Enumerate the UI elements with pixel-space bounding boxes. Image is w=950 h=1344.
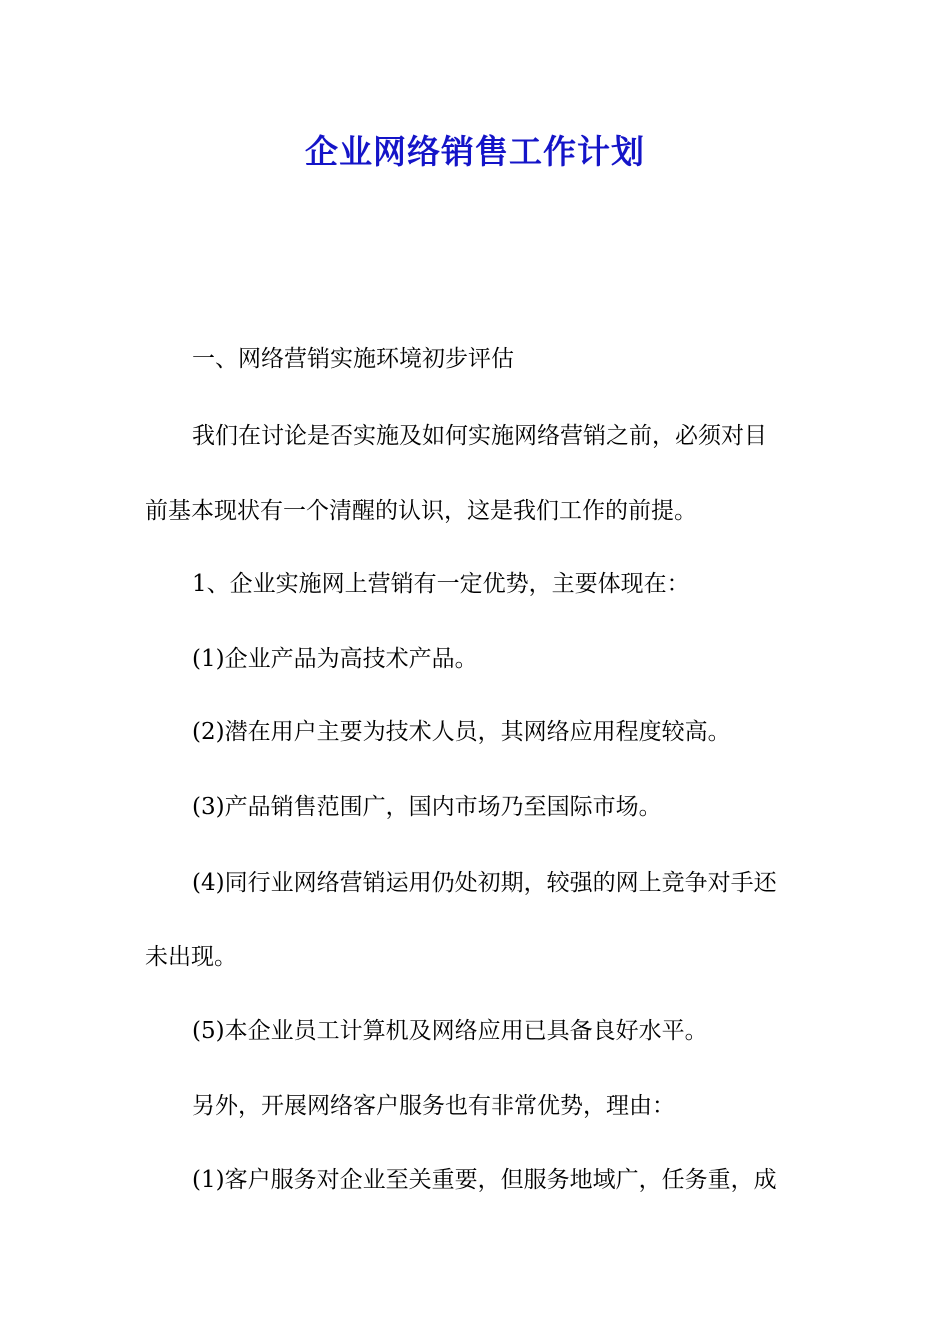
paragraph-line: 未出现。 [145,944,237,970]
section-heading: 一、网络营销实施环境初步评估 [192,346,514,372]
list-item: (1)企业产品为高技术产品。 [192,646,478,672]
paragraph-line: 我们在讨论是否实施及如何实施网络营销之前，必须对目 [192,423,767,449]
paragraph-line: 前基本现状有一个清醒的认识，这是我们工作的前提。 [145,498,697,524]
paragraph-line: 1、企业实施网上营销有一定优势，主要体现在： [192,571,690,597]
list-item: (4)同行业网络营销运用仍处初期，较强的网上竞争对手还 [192,870,777,896]
list-item: (3)产品销售范围广，国内市场乃至国际市场。 [192,794,662,820]
paragraph-line: 另外，开展网络客户服务也有非常优势，理由： [192,1093,675,1119]
list-item: (5)本企业员工计算机及网络应用已具备良好水平。 [192,1018,708,1044]
list-item: (1)客户服务对企业至关重要，但服务地域广，任务重，成 [192,1167,777,1193]
document-title: 企业网络销售工作计划 [305,132,645,171]
list-item: (2)潜在用户主要为技术人员，其网络应用程度较高。 [192,719,731,745]
